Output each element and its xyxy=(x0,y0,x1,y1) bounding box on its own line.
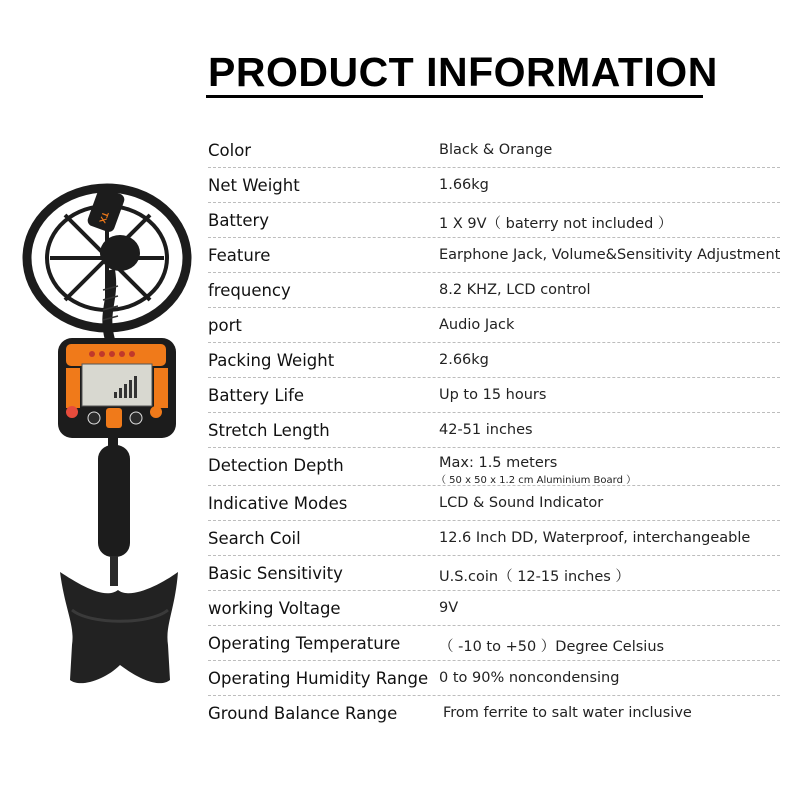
page-title: PRODUCT INFORMATION xyxy=(208,49,718,95)
spec-row xyxy=(208,556,780,591)
spec-row xyxy=(208,448,780,486)
handle-grip xyxy=(98,445,130,557)
spec-note: （ 50 x 50 x 1.2 cm Aluminium Board ） xyxy=(436,475,637,486)
spec-value: Audio Jack xyxy=(439,317,515,333)
spec-value: 1.66kg xyxy=(439,177,489,193)
spec-value: 42-51 inches xyxy=(439,422,533,438)
spec-row xyxy=(208,661,780,696)
spec-value: （ -10 to +50 ）Degree Celsius xyxy=(439,639,665,655)
spec-label: Ground Balance Range xyxy=(208,704,398,723)
spec-label: Stretch Length xyxy=(208,421,330,440)
title-underline xyxy=(206,95,703,98)
spec-label: Indicative Modes xyxy=(208,494,348,513)
spec-label: frequency xyxy=(208,281,291,300)
spec-value: 8.2 KHZ, LCD control xyxy=(439,282,591,298)
spec-label: Battery xyxy=(208,211,270,230)
metal-detector-image xyxy=(10,140,210,700)
spec-value: Black & Orange xyxy=(439,142,553,158)
spec-value: Up to 15 hours xyxy=(439,387,547,403)
spec-label: Battery Life xyxy=(208,386,305,405)
spec-value: Max: 1.5 meters xyxy=(439,455,558,471)
spec-label: Operating Humidity Range xyxy=(208,669,429,688)
spec-row xyxy=(208,343,780,378)
spec-value: 0 to 90% noncondensing xyxy=(439,670,620,686)
spec-row xyxy=(208,273,780,308)
spec-label: Search Coil xyxy=(208,529,301,548)
spec-label: working Voltage xyxy=(208,599,341,618)
spec-row xyxy=(208,203,780,238)
spec-row xyxy=(208,591,780,626)
spec-label: Net Weight xyxy=(208,176,300,195)
spec-row xyxy=(208,626,780,661)
spec-value: 12.6 Inch DD, Waterproof, interchangeable xyxy=(439,530,751,546)
spec-row xyxy=(208,238,780,273)
spec-label: Packing Weight xyxy=(208,351,335,370)
spec-value: U.S.coin（ 12-15 inches ） xyxy=(439,569,630,585)
spec-row xyxy=(208,413,780,448)
spec-value: 9V xyxy=(439,600,459,616)
spec-value: 2.66kg xyxy=(439,352,489,368)
spec-label: Operating Temperature xyxy=(208,634,401,653)
arm-cuff xyxy=(60,572,178,683)
brand-mark: TX xyxy=(97,210,111,225)
spec-label: Feature xyxy=(208,246,271,265)
spec-label: Color xyxy=(208,141,252,160)
spec-label: Detection Depth xyxy=(208,456,344,475)
spec-row xyxy=(208,378,780,413)
spec-row xyxy=(208,486,780,521)
spec-value: 1 X 9V（ baterry not included ） xyxy=(439,216,673,232)
spec-value: Earphone Jack, Volume&Sensitivity Adjustment xyxy=(439,247,781,263)
spec-row xyxy=(208,168,780,203)
spec-value: From ferrite to salt water inclusive xyxy=(443,705,692,721)
spec-value: LCD & Sound Indicator xyxy=(439,495,604,511)
spec-label: Basic Sensitivity xyxy=(208,564,343,583)
spec-row xyxy=(208,521,780,556)
spec-row xyxy=(208,696,780,731)
spec-row xyxy=(208,308,780,343)
spec-row xyxy=(208,133,780,168)
lcd-screen xyxy=(82,364,152,406)
spec-label: port xyxy=(208,316,242,335)
spec-table xyxy=(208,133,780,731)
